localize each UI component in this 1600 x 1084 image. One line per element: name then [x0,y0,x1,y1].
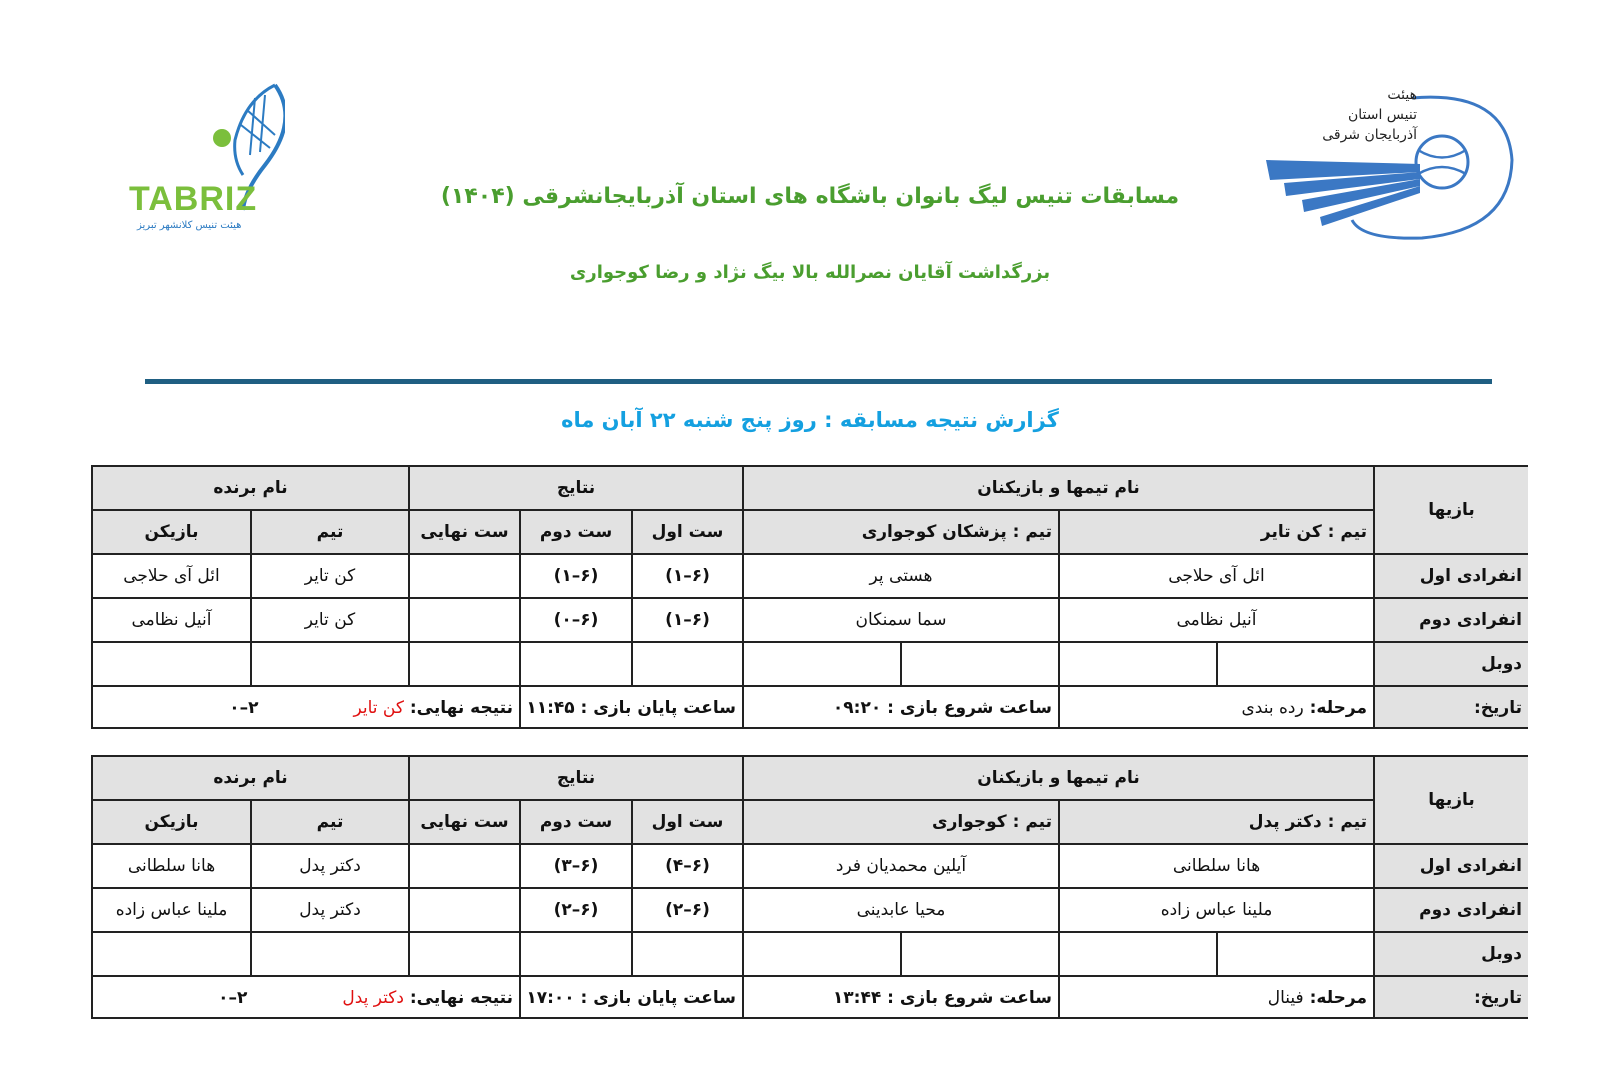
set2-score: (۶–۲) [519,887,631,931]
set1-score: (۶–۱) [631,553,742,597]
doubles-a-player-1 [1216,641,1373,685]
match-table [91,465,1528,728]
winner-player: ملینا عباس زاده [91,887,250,931]
page-subtitle: بزرگداشت آقایان نصرالله بالا بیگ نژاد و رضا کوجواری [569,262,1051,283]
doubles-b-player-1 [900,641,1058,685]
doubles-b-player-1 [900,931,1058,975]
player-b: محیا عابدینی [742,887,1058,931]
start-time-value: ۱۳:۴۴ [832,987,882,1008]
start-time-cell [742,975,1058,1018]
stage-value: رده بندی [1241,697,1304,718]
winner-player-header: بازیکن [91,799,250,843]
player-a: ملینا عباس زاده [1058,887,1373,931]
player-b: آیلین محمدیان فرد [742,843,1058,887]
final-set-score [408,553,519,597]
set1-header: ست اول [631,509,742,553]
doubles-a-player-2 [1058,641,1216,685]
doubles-set2 [519,641,631,685]
tabriz-logo-subtitle: هیئت تنیس کلانشهر تبریز [137,220,242,231]
doubles-final-set [408,641,519,685]
end-time-label: ساعت پایان بازی : [580,987,736,1008]
set1-score: (۶–۱) [631,597,742,641]
doubles-winner-team [250,931,408,975]
federation-logo [1262,80,1517,245]
start-time-label: ساعت شروع بازی : [887,697,1052,718]
winner-team-header: تیم [250,799,408,843]
doubles-final-set [408,931,519,975]
final-set-header: ست نهایی [408,799,519,843]
row-label-doubles: دوبل [1373,931,1528,975]
final-score: ۲–۰ [229,697,259,718]
page-title: مسابقات تنیس لیگ بانوان باشگاه های استان آذربایجانشرقی (۱۴۰۴) [440,184,1180,209]
date-label: تاریخ: [1373,975,1528,1018]
winner-player: ائل آی حلاجی [91,553,250,597]
doubles-winner-team [250,641,408,685]
row-label-singles1: انفرادی اول [1373,843,1528,887]
end-time-value: ۱۱:۴۵ [526,697,575,718]
tabriz-logo-text: TABRIZ [129,180,258,218]
final-set-header: ست نهایی [408,509,519,553]
winner-team: دکتر پدل [250,887,408,931]
table-bottom-border [91,1017,1528,1019]
row-label-singles1: انفرادی اول [1373,553,1528,597]
team-a-header: تیم : دکتر پدل [1058,799,1373,843]
winner-team-header: تیم [250,509,408,553]
set2-header: ست دوم [519,799,631,843]
doubles-set1 [631,641,742,685]
doubles-b-player-2 [742,641,900,685]
federation-logo-line-3: آذربایجان شرقی [1322,127,1417,143]
start-time-value: ۰۹:۲۰ [832,697,882,718]
stage-cell [1058,975,1373,1018]
table-bottom-border [91,727,1528,729]
divider [145,379,1492,384]
doubles-winner-player [91,641,250,685]
set2-score: (۶–۱) [519,553,631,597]
results-header: نتایج [408,465,742,509]
set1-score: (۶–۲) [631,887,742,931]
final-score: ۲–۰ [218,987,248,1008]
row-label-singles2: انفرادی دوم [1373,887,1528,931]
doubles-set2 [519,931,631,975]
doubles-a-player-2 [1058,931,1216,975]
final-result-cell [91,975,519,1018]
federation-logo-line-1: هیئت [1387,87,1417,103]
set2-score: (۶–۰) [519,597,631,641]
end-time-cell [519,685,742,728]
federation-logo-line-2: تنیس استان [1347,107,1417,123]
final-result-label: نتیجه نهایی: [409,987,513,1008]
set1-header: ست اول [631,799,742,843]
set1-score: (۶–۴) [631,843,742,887]
tabriz-logo [125,80,285,240]
stage-value: فینال [1267,987,1304,1008]
player-a: ائل آی حلاجی [1058,553,1373,597]
winner-player: هانا سلطانی [91,843,250,887]
winner-player: آنیل نظامی [91,597,250,641]
player-b: هستی پر [742,553,1058,597]
doubles-a-player-1 [1216,931,1373,975]
start-time-label: ساعت شروع بازی : [887,987,1052,1008]
doubles-winner-player [91,931,250,975]
date-label: تاریخ: [1373,685,1528,728]
report-title: گزارش نتیجه مسابقه : روز پنج شنبه ۲۲ آبان ماه [561,408,1059,432]
results-header: نتایج [408,755,742,799]
player-b: سما سمنکان [742,597,1058,641]
final-set-score [408,597,519,641]
stage-label: مرحله: [1309,987,1367,1008]
final-set-score [408,887,519,931]
final-winner: کن تایر [353,697,404,718]
teams-players-header: نام تیمها و بازیکنان [742,755,1373,799]
doubles-b-player-2 [742,931,900,975]
end-time-label: ساعت پایان بازی : [580,697,736,718]
end-time-value: ۱۷:۰۰ [526,987,575,1008]
team-a-header: تیم : کن تایر [1058,509,1373,553]
match-table [91,755,1528,1018]
set2-header: ست دوم [519,509,631,553]
player-a: آنیل نظامی [1058,597,1373,641]
games-header: بازیها [1373,755,1528,843]
final-result-cell [91,685,519,728]
player-a: هانا سلطانی [1058,843,1373,887]
team-b-header: تیم : کوجواری [742,799,1058,843]
end-time-cell [519,975,742,1018]
winner-name-header: نام برنده [91,465,408,509]
final-set-score [408,843,519,887]
set2-score: (۶–۳) [519,843,631,887]
winner-team: دکتر پدل [250,843,408,887]
start-time-cell [742,685,1058,728]
winner-name-header: نام برنده [91,755,408,799]
row-label-doubles: دوبل [1373,641,1528,685]
doubles-set1 [631,931,742,975]
winner-player-header: بازیکن [91,509,250,553]
team-b-header: تیم : پزشکان کوجواری [742,509,1058,553]
stage-label: مرحله: [1309,697,1367,718]
row-label-singles2: انفرادی دوم [1373,597,1528,641]
final-winner: دکتر پدل [342,987,404,1008]
stage-cell [1058,685,1373,728]
winner-team: کن تایر [250,553,408,597]
final-result-label: نتیجه نهایی: [409,697,513,718]
teams-players-header: نام تیمها و بازیکنان [742,465,1373,509]
winner-team: کن تایر [250,597,408,641]
games-header: بازیها [1373,465,1528,553]
